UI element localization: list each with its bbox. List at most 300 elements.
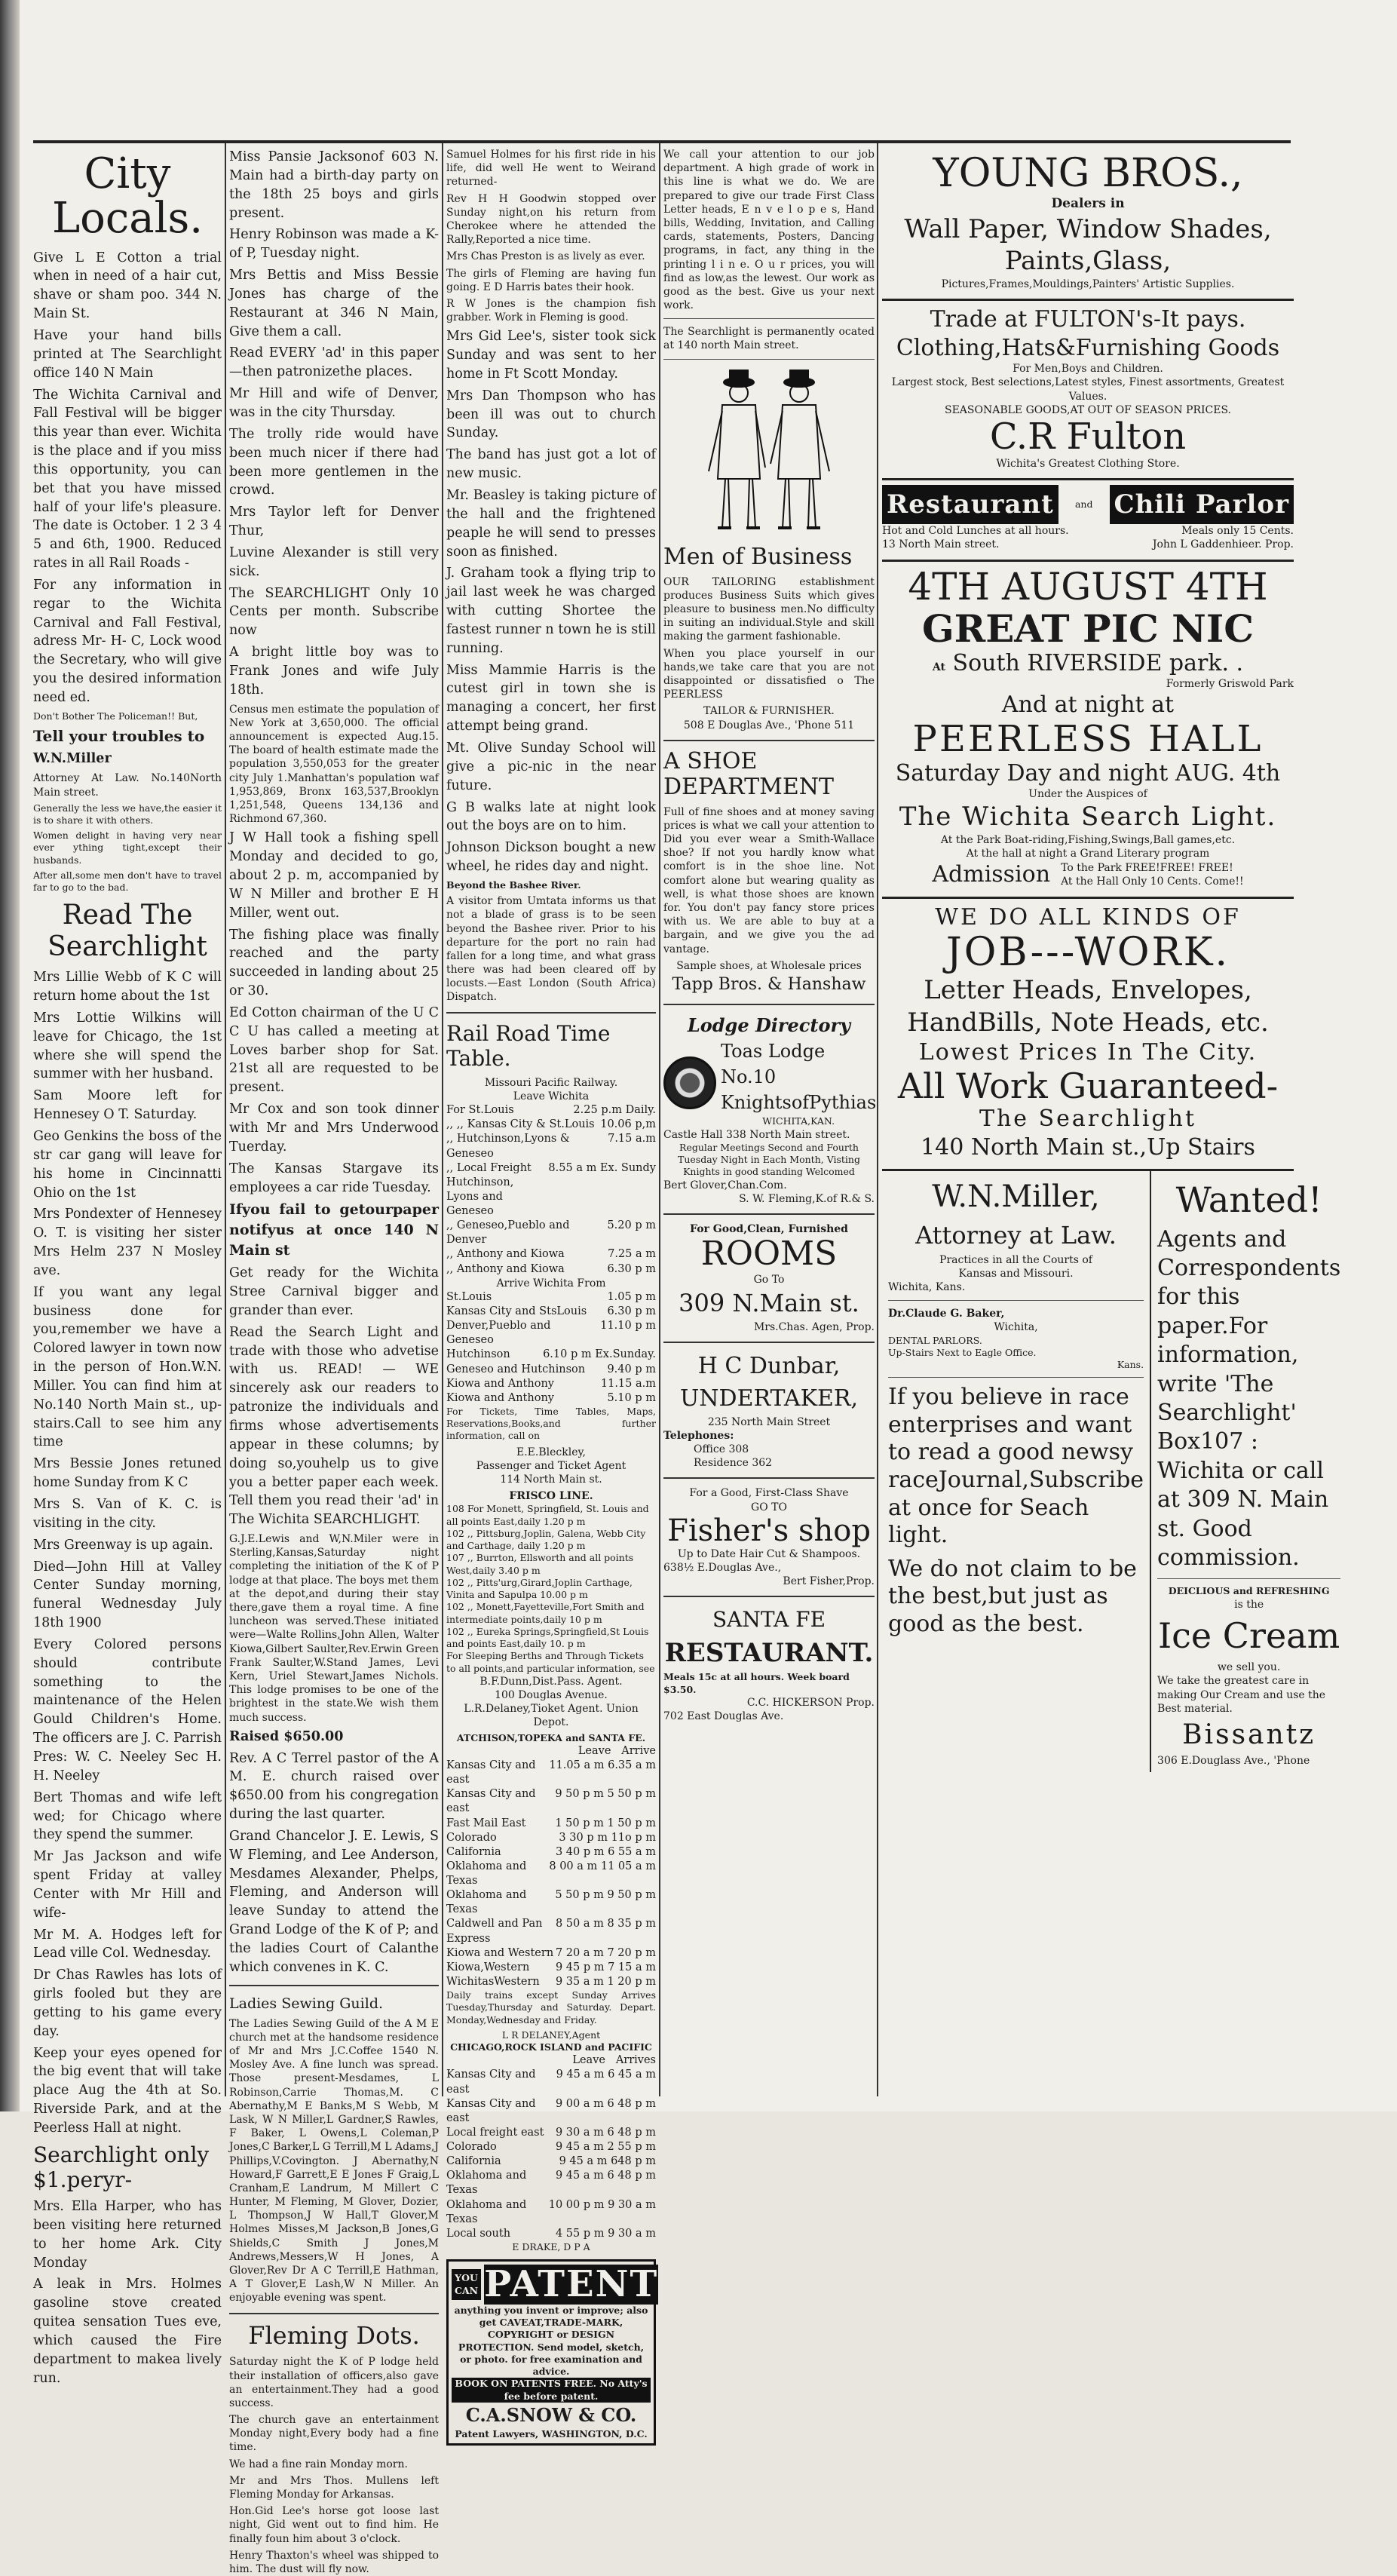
job-work-ad <box>882 899 1294 1172</box>
news-item: Rev H H Goodwin stopped over Sunday night,on his return from Cherokee where he attended the Rally,Reported a nice time. <box>446 192 656 247</box>
subheading: Ladies Sewing Guild. <box>229 1995 384 2012</box>
tailor-address: 508 E Douglas Ave., 'Phone 511 <box>683 719 855 731</box>
picnic-ad <box>882 562 1294 899</box>
news-item: G B walks late at night look out the boys are on to him. <box>446 799 656 834</box>
timetable-route: WichitasWestern <box>446 1975 540 1988</box>
news-item: Mr and Mrs Thos. Mullens left Fleming Monday for Arkansas. <box>229 2474 439 2501</box>
column-city-locals <box>33 148 222 2386</box>
admission-label: Admission <box>932 861 1051 888</box>
timetable-rock-island <box>446 2068 656 2241</box>
picnic-saturday: Saturday Day and night AUG. 4th <box>895 759 1281 787</box>
timetable-row: 107 ,, Burrton, Ellsworth and all points West,daily 3.40 p m <box>446 1552 634 1576</box>
timetable-route: ,, ,, Kansas City & St.Louis <box>446 1118 595 1131</box>
divider <box>663 1004 875 1005</box>
divider <box>663 1213 875 1215</box>
chili-proprietor: John L Gaddenhieer. Prop. <box>1152 538 1294 551</box>
timetable-row <box>446 2068 656 2096</box>
news-item: Rev. A C Terrel pastor of the A M. E. church raised over $650.00 from his congregation during the last quarter. <box>229 1750 439 1823</box>
patent-advertisement <box>446 2259 659 2446</box>
baker-name: Dr.Claude G. Baker, <box>888 1308 1005 1320</box>
timetable-time: 7.15 a.m <box>608 1133 656 1145</box>
agent-name: L R DELANEY,Agent <box>501 2029 601 2041</box>
location-notice: The Searchlight is permanently ocated at 140 north Main street. <box>663 326 875 352</box>
timetable-route: Kansas City and east <box>446 1788 536 1815</box>
timetable-time: 8 50 a m 8 35 p m <box>555 1918 656 1930</box>
news-item: Ed Cotton chairman of the U C C U has called a meeting at Loves barber shop for Sat. 21st all are requested to be present. <box>229 1004 439 1096</box>
restaurant-meals: Meals 15c at all hours. Week board $3.50. <box>663 1671 850 1695</box>
timetable-time: 11.10 p m <box>600 1320 656 1332</box>
timetable-route: ,, Hutchinson,Lyons & Geneseo <box>446 1133 570 1160</box>
bissantz-name: Bissantz <box>1182 1719 1316 1750</box>
local-item: Generally the less we have,the easier it is to share it with others. <box>33 802 222 826</box>
bissantz-address: 306 E.Douglass Ave., 'Phone <box>1157 1754 1310 1767</box>
restaurant-proprietor: C.C. HICKERSON Prop. <box>746 1696 875 1709</box>
news-item: G.J.E.Lewis and W,N.Miler were in Sterling,Kansas,Saturday night completing the initiation of the K of P lodge at that place. The boys met them at the depot,and during their stay there,gave them a royal time. A fine luncheon was served.These initiated were—Walte Rollins,John Allen, Walter Kiowa,Gilbert Saulter,Rev.Erwin Green Frank Saulter,W.Stand James, Levi Kern, Uriel Stewart,James Nichols. This lodge promises to be one of the brightest in the state.We wish them much success. <box>229 1533 439 1724</box>
news-item: Samuel Holmes for his first ride in his life, did well He went to Weirand returned- <box>446 149 656 189</box>
news-item: Read the Search Light and trade with those who advetise with us. READ! — WE sincerely ask our readers to patronize the individuals and firms whose advertisements appear in these columns; by doing so,youhelp us to give you a better paper each week. Tell them you read their 'ad' in The Wichita SEARCHLIGHT. <box>229 1324 439 1528</box>
agent-address: 114 North Main st. <box>500 1474 602 1486</box>
timetable-route: Oklahoma and Texas <box>446 2170 527 2197</box>
fisher-address: 638½ E.Douglas Ave., <box>663 1561 782 1574</box>
news-item: J. Graham took a flying trip to jail last week he was charged with cutting Shortee the fastest runner n town he is still running. <box>446 566 656 656</box>
peerless-hall: PEERLESS HALL <box>912 717 1264 760</box>
news-item: Mt. Olive Sunday School will give a pic-nic in the near future. <box>446 740 656 793</box>
timetable-time: 5.10 p m <box>607 1391 656 1404</box>
picnic-park: South RIVERSIDE park. . <box>952 649 1244 676</box>
local-item: Attorney At Law. No.140North Main street. <box>33 772 222 799</box>
timetable-row <box>446 1377 656 1391</box>
knights-of-pythias-seal-icon <box>663 1056 716 1109</box>
fulton-largest: Largest stock, Best selections,Latest styles, Finest assortments, Greatest Values. <box>891 376 1285 403</box>
news-item: Mrs Bettis and Miss Bessie Jones has charge of the Restaurant at 346 N Main, Give them a call. <box>229 268 439 339</box>
wanted-text: Agents and Correspondents for this paper.For information, write 'The Searchlight' Box107 : Wichita or call at 309 N. Main st. Good commission. <box>1157 1225 1341 1571</box>
local-item: Mr M. A. Hodges left for Lead ville Col. Wednesday. <box>33 1927 222 1961</box>
patent-title: PATENT <box>484 2263 659 2306</box>
col-arrive: Arrives <box>615 2054 656 2067</box>
top-rule <box>33 140 1291 143</box>
timetable-route: Caldwell and Pan Express <box>446 1918 543 1945</box>
timetable-row <box>446 1917 656 1946</box>
timetable-route: Kansas City and east <box>446 2068 536 2096</box>
chili-address: 13 North Main street. <box>882 538 1000 551</box>
timetable-time: 6.30 p m <box>607 1305 656 1317</box>
railway-name: Missouri Pacific Railway. <box>484 1076 618 1089</box>
timetable-row <box>446 1391 656 1406</box>
fulton-ad <box>882 301 1294 480</box>
timetable-time: 8.55 a m Ex. Sundy <box>548 1161 656 1174</box>
news-item: The band has just got a lot of new music. <box>446 447 656 482</box>
local-item: Keep your eyes opened for the big event that will take place Aug the 4th at So. Riverside Park, and at the Peerless Hall at night. <box>33 2045 222 2136</box>
news-item: The Kansas Stargave its employees a car ride Tuesday. <box>229 1161 439 1195</box>
rooms-proprietor: Mrs.Chas. Agen, Prop. <box>753 1321 875 1334</box>
timetable-time: 9 30 a m 6 48 p m <box>555 2126 656 2139</box>
local-item: After all,some men don't have to travel far to go to the bad. <box>33 869 222 894</box>
news-item: Luvine Alexander is still very sick. <box>229 544 439 579</box>
timetable-row <box>446 1831 656 1845</box>
local-item: Dr Chas Rawles has lots of girls fooled but they are getting to his game every day. <box>33 1967 222 2039</box>
fulton-seasonable: SEASONABLE GOODS,AT OUT OF SEASON PRICES. <box>944 403 1231 416</box>
timetable-time: 9 45 p m 7 15 a m <box>555 1961 656 1973</box>
col-leave: Leave <box>572 2054 605 2067</box>
icecream-heading: Ice Cream <box>1158 1615 1340 1656</box>
news-item: Mrs Dan Thompson who has been ill was out to church Sunday. <box>446 388 656 441</box>
icecream-care: We take the greatest care in making Our Cream and use the Best material. <box>1157 1675 1326 1715</box>
timetable-row <box>446 1305 656 1319</box>
tailor-text: When you place yourself in our hands,we take care that you are not disappointed or dissatisfied o The PEERLESS <box>663 647 875 701</box>
restaurant-banner: Restaurant <box>882 485 1058 524</box>
undertaker-title: UNDERTAKER, <box>679 1385 858 1412</box>
timetable-route: Colorado <box>446 2141 497 2153</box>
news-item: Mr Hill and wife of Denver, was in the city Thursday. <box>229 386 439 420</box>
timetable-row <box>446 1817 656 1831</box>
timetable-row <box>446 2140 656 2154</box>
timetable-row: 102 ,, Eureka Springs,Springfield,St Louis and points East,daily 10. p m <box>446 1625 649 1650</box>
tailor-firm: TAILOR & FURNISHER. <box>703 705 835 718</box>
news-item: Mrs Gid Lee's, sister took sick Sunday and was sent to her home in Ft Scott Monday. <box>446 329 656 382</box>
banner-and: and <box>1074 498 1093 510</box>
chili-parlor-ad <box>882 480 1294 562</box>
shoe-dept-heading: A SHOE DEPARTMENT <box>663 747 834 801</box>
local-item: Died—John Hill at Valley Center Sunday morning, funeral Wednesday July 18th 1900 <box>33 1559 222 1631</box>
job-guaranteed: All Work Guaranteed- <box>897 1065 1279 1106</box>
timetable-row <box>446 1975 656 1989</box>
timetable-row: 108 For Monett, Springfield, St. Louis and all points East,daily 1.20 p m <box>446 1503 649 1527</box>
timetable-time: 3 30 p m 11o p m <box>559 1831 656 1844</box>
timetable-route: ,, Geneseo,Pueblo and Denver <box>446 1219 570 1247</box>
timetable-row <box>446 1759 656 1787</box>
timetable-route: Hutchinson <box>446 1348 510 1361</box>
job-lowest: Lowest Prices In The City. <box>918 1039 1258 1066</box>
timetable-row <box>446 1946 656 1961</box>
page-binding-edge <box>0 0 20 2111</box>
news-item: Mr. Beasley is taking picture of the hall and the frightened peaple he will send to presses soon as finished. <box>446 488 656 560</box>
local-item: Mrs Greenway is up again. <box>33 1537 213 1553</box>
timetable-note: For Tickets, Time Tables, Maps, Reservations,Books,and further information, call on <box>446 1405 656 1442</box>
telephone-office: Office 308 <box>694 1443 749 1455</box>
timetable-route: Kansas City and east <box>446 2097 536 2124</box>
lodge-officer: S. W. Fleming,K.of R.& S. <box>739 1192 875 1205</box>
timetable-route: ,, Local Freight Hutchinson, Lyons and Geneseo <box>446 1161 532 1218</box>
timetable-row <box>446 1860 656 1888</box>
timetable-time: 3 40 p m 6 55 a m <box>555 1845 656 1858</box>
lodge-directory-heading: Lodge Directory <box>687 1014 851 1037</box>
timetable-time: 9 50 p m 5 50 p m <box>555 1788 656 1801</box>
agent-name: L.R.Delaney,Tioket Agent. Union Depot. <box>464 1703 639 1729</box>
wanted-heading: Wanted! <box>1175 1179 1322 1221</box>
baker-upstairs: Up-Stairs Next to Eagle Office. <box>888 1346 1037 1358</box>
news-item: J W Hall took a fishing spell Monday and decided to go, about 2 p. m, accompanied by W N Miller and brother E H Miller, went out. <box>229 830 439 921</box>
shoe-text: Sample shoes, at Wholesale prices <box>676 959 862 972</box>
news-item: The fishing place was finally reached and the party succeeded in landing about 25 or 30. <box>229 927 439 999</box>
timetable-row <box>446 1290 656 1305</box>
news-item: A visitor from Umtata informs us that not a blade of grass is to be seen beyond the Bashee river. Prior to his departure for the port no rain had fallen for a long time, and what grass there was had been cleared off by locusts.—East London (South Africa) Dispatch. <box>446 895 656 1004</box>
local-item: Every Colored persons should contribute something to the maintenance of the Helen Gould Children's Home. The officers are J. C. Parrish Pres: W. C. Neeley Sec H. H. Neeley <box>33 1636 222 1783</box>
news-item: Census men estimate the population of New York at 3,650,000. The official announcement is expected Aug.15. The board of health estimate made the population 3,550,053 for the greater city July 1.Manhattan's population waf 1,953,869, Bronx 163,537,Brooklyn 1,251,548, Queens 134,136 and Richmond 67,360. <box>229 703 439 826</box>
timetable-time: 8 00 a m 11 05 a m <box>549 1860 656 1872</box>
news-item: We had a fine rain Monday morn. <box>229 2458 408 2470</box>
divider <box>663 1477 875 1479</box>
news-item: R W Jones is the champion fish grabber. Work in Fleming is good. <box>446 297 656 324</box>
timetable-time: 9 45 a m 648 p m <box>559 2155 656 2168</box>
city-locals-heading: City Locals. <box>51 149 204 243</box>
timetable-note: Daily trains except Sunday Arrives Tuesday,Thursday and Saturday. Depart. Monday,Wednesday and Friday. <box>446 1989 656 2026</box>
admission-park: To the Park FREE!FREE! FREE! <box>1061 861 1233 874</box>
young-bros-line: Wall Paper, Window Shades, <box>904 213 1272 244</box>
claim-text: We do not claim to be the best,but just as good as the best. <box>888 1555 1137 1638</box>
picnic-hall-desc: At the hall at night a Grand Literary program <box>966 847 1210 860</box>
restaurant-address: 702 East Douglas Ave. <box>663 1710 784 1723</box>
local-item: Mr Jas Jackson and wife spent Friday at valley Center with Mr Hill and wife- <box>33 1849 222 1921</box>
timetable-row <box>446 1319 656 1348</box>
timetable-row <box>446 1132 656 1161</box>
picnic-night: And at night at <box>1001 692 1175 719</box>
column-rule <box>659 143 660 2096</box>
local-item: Mrs Lillie Webb of K C will return home about the 1st <box>33 970 222 1004</box>
timetable-row: 102 ,, Monett,Fayetteville,Fort Smith and intermediate points,daily 10 p m <box>446 1601 645 1625</box>
picnic-title: GREAT PIC NIC <box>921 606 1255 651</box>
timetable-heading: Rail Road Time Table. <box>446 1020 611 1072</box>
young-bros-dealers: Dealers in <box>1051 196 1125 212</box>
news-item: Johnson Dickson bought a new wheel, he rides day and night. <box>446 840 656 875</box>
icecream-is-the: is the <box>1234 1598 1264 1611</box>
news-item: A bright little boy was to Frank Jones and wife July 18th. <box>229 645 439 698</box>
timetable-time: 4 55 p m 9 30 a m <box>555 2227 656 2240</box>
section-label: Leave Wichita <box>513 1090 590 1102</box>
fulton-clothing: Clothing,Hats&Furnishing Goods <box>896 334 1280 361</box>
local-item: Mrs Lottie Wilkins will leave for Chicago, the 1st where she will spend the summer with her husband. <box>33 1010 222 1082</box>
timetable-row <box>446 1219 656 1247</box>
divider <box>663 1596 875 1597</box>
undertaker-name: H C Dunbar, <box>697 1353 841 1380</box>
rooms-go: Go To <box>753 1273 785 1286</box>
timetable-route: St.Louis <box>446 1290 492 1303</box>
timetable-route: Oklahoma and Texas <box>446 1889 527 1916</box>
telephone-residence: Residence 362 <box>694 1457 773 1470</box>
news-item: Mrs Chas Preston is as lively as ever. <box>446 250 645 263</box>
divider <box>663 318 875 319</box>
timetable-time: 11.15 a.m <box>600 1377 656 1390</box>
fulton-for-men: For Men,Boys and Children. <box>1013 363 1163 376</box>
undertaker-address: 235 North Main Street <box>707 1415 831 1428</box>
news-item: The girls of Fleming are having fun going. E D Harris bates their hook. <box>446 267 656 293</box>
railway-name: FRISCO LINE. <box>509 1490 593 1503</box>
rooms-pre: For Good,Clean, Furnished <box>690 1223 848 1236</box>
baker-state: Kans. <box>1117 1359 1144 1371</box>
timetable-row <box>446 2227 656 2241</box>
timetable-frisco <box>446 1503 656 1675</box>
timetable-time: 11.05 a m 6.35 a m <box>549 1759 656 1771</box>
job-we-do: WE DO ALL KINDS OF <box>935 903 1241 931</box>
timetable-row <box>446 1961 656 1975</box>
timetable-route: Kiowa and Western <box>446 1946 554 1959</box>
divider <box>663 740 875 741</box>
job-searchlight: The Searchlight <box>979 1106 1197 1133</box>
picnic-auspices: Under the Auspices of <box>1028 788 1147 801</box>
news-item: Henry Robinson was made a K-of P, Tuesday night. <box>229 227 439 262</box>
timetable-row <box>446 1262 656 1277</box>
miller-city: Wichita, Kans. <box>888 1280 966 1293</box>
timetable-row <box>446 1845 656 1860</box>
timetable-route: California <box>446 1845 501 1858</box>
section-label: Arrive Wichita From <box>496 1277 606 1290</box>
timetable-row: 102 ,, Pittsburg,Joplin, Galena, Webb City and Carthage, daily 1.20 p m <box>446 1527 646 1552</box>
miller-title: Attorney at Law. <box>915 1221 1117 1250</box>
rooms-heading: ROOMS <box>700 1234 838 1274</box>
miller-name: W.N.Miller, <box>932 1179 1100 1215</box>
lodge-order: KnightsofPythias <box>721 1092 877 1114</box>
local-item: The Wichita Carnival and Fall Festival will be bigger this year than ever. Wichita is the place and if you miss this opportunity, you can bet that you have missed half of your life's pleasure. The date is October. 1 2 3 4 5 and 6th, 1900. Reduced rates in all Rail Roads - <box>33 387 222 572</box>
timetable-row <box>446 2154 656 2169</box>
timetable-time: 1.05 p m <box>607 1290 656 1303</box>
picnic-park-desc: At the Park Boat-riding,Fishing,Swings,Ball games,etc. <box>940 833 1236 846</box>
young-bros-name: YOUNG BROS., <box>933 151 1243 196</box>
column-rule <box>442 143 443 2096</box>
timetable-time: 10 00 p m 9 30 a m <box>548 2198 656 2211</box>
timetable-time: 9.40 p m <box>607 1363 656 1375</box>
timetable-route: Oklahoma and Texas <box>446 2198 527 2225</box>
timetable-row <box>446 1348 656 1362</box>
timetable-atchison <box>446 1759 656 1989</box>
lodge-hall: Castle Hall 338 North Main street. <box>663 1128 850 1141</box>
fisher-proprietor: Bert Fisher,Prop. <box>783 1575 875 1588</box>
icecream-pre: DEICLIOUS and REFRESHING <box>1168 1585 1330 1597</box>
news-item: The church gave an entertainment Monday night,Every body had a fine time. <box>229 2414 439 2454</box>
timetable-header <box>446 2053 656 2068</box>
patent-text: Patent Lawyers, WASHINGTON, D.C. <box>455 2428 648 2440</box>
local-item: Tell your troubles to <box>33 727 205 746</box>
young-bros-line: Paints,Glass, <box>1004 246 1172 277</box>
agent-name: E.E.Bleckley, <box>516 1446 586 1458</box>
lodge-name: Toas Lodge No.10 <box>721 1041 826 1088</box>
left-ad-stack <box>882 1171 1150 1772</box>
timetable-row <box>446 2097 656 2126</box>
column-business-ads <box>663 148 875 2093</box>
baker-dental: DENTAL PARLORS. <box>888 1334 982 1346</box>
santa-fe-heading: SANTA FE <box>712 1607 826 1633</box>
fisher-shop-heading: Fisher's shop <box>667 1513 871 1548</box>
timetable-time: 6.30 p m <box>607 1262 656 1275</box>
miller-states: Kansas and Missouri. <box>958 1267 1074 1280</box>
timetable-row <box>446 1161 656 1219</box>
timetable-time: 1 50 p m 1 50 p m <box>555 1817 656 1829</box>
shave-go: GO TO <box>751 1501 787 1513</box>
patent-text: BOOK ON PATENTS FREE. No Atty's fee before patent. <box>452 2378 651 2403</box>
subscribe-appeal: If you believe in race enterprises and want to read a good newsy raceJournal,Subscribe at once for Seach light. <box>888 1384 1144 1549</box>
timetable-route: ,, Anthony and Kiowa <box>446 1262 565 1275</box>
subscription-price-heading: Searchlight only $1.peryr- <box>33 2142 210 2193</box>
divider <box>888 1377 1144 1378</box>
divider <box>663 1342 875 1343</box>
timetable-time: 9 35 a m 1 20 p m <box>555 1975 656 1988</box>
agent-address: 100 Douglas Avenue. <box>495 1689 608 1702</box>
local-item: If you want any legal business done for you,remember we have a Colored lawyer in town now in the person of Hon.W.N. Miller. You can find him at No.140 North Main st., up-stairs.Call to see him any time <box>33 1284 222 1450</box>
railway-name: ATCHISON,TOPEKA and SANTA FE. <box>456 1731 646 1743</box>
timetable-row <box>446 1118 656 1132</box>
timetable-time: 9 45 a m 6 48 p m <box>555 2170 656 2182</box>
news-item: Miss Pansie Jacksonof 603 N. Main had a birth-day party on the 18th 25 boys and girls present. <box>229 149 439 221</box>
timetable-row <box>446 1363 656 1377</box>
timetable-row <box>446 1888 656 1917</box>
patent-firm: C.A.SNOW & CO. <box>465 2403 637 2426</box>
timetable-time: 9 45 a m 6 45 a m <box>556 2068 656 2081</box>
local-item: Mrs Pondexter of Hennesey O. T. is visiting her sister Mrs Helm 237 N Mosley ave. <box>33 1207 222 1278</box>
timetable-arrive <box>446 1290 656 1406</box>
timetable-time: 2.25 p.m Daily. <box>573 1104 656 1117</box>
timetable-time: 5.20 p m <box>607 1219 656 1232</box>
news-item: Mrs Taylor left for Denver Thur, <box>229 504 439 539</box>
timetable-time: 9 00 a m 6 48 p m <box>555 2097 656 2110</box>
lodge-meetings: Regular Meetings Second and Fourth Tuesday Night in Each Month, Visting Knights in good standing Welcomed <box>678 1141 860 1178</box>
local-item: Bert Thomas and wife left wed; for Chicago where they spend the summer. <box>33 1789 222 1843</box>
local-item: For any information in regar to the Wichita Carnival and Fall Festival, adress Mr- H- C, Lock wood the Secretary, who will give you the desired information need ed. <box>33 577 222 705</box>
local-item: Mrs S. Van of K. C. is visiting in the city. <box>33 1497 222 1531</box>
timetable-route: For St.Louis <box>446 1104 514 1117</box>
patent-you-can: YOU CAN <box>452 2269 481 2300</box>
news-item: The trolly ride would have been much nicer if there had been more gentlemen in the crowd. <box>229 426 439 498</box>
job-address: 140 North Main st.,Up Stairs <box>921 1133 1255 1161</box>
read-searchlight-heading: Read The Searchlight <box>47 900 207 962</box>
divider <box>1157 1578 1340 1579</box>
timetable-row <box>446 1247 656 1262</box>
news-item: Mr Cox and son took dinner with Mr and Mrs Underwood Tuerday. <box>229 1102 439 1155</box>
timetable-route: ,, Anthony and Kiowa <box>446 1248 565 1261</box>
fulton-trade: Trade at FULTON's-It pays. <box>930 306 1246 333</box>
timetable-time: 5 50 p m 9 50 p m <box>555 1889 656 1902</box>
local-item: Sam Moore left for Hennesey O T. Saturday. <box>33 1088 222 1123</box>
timetable-row <box>446 2126 656 2140</box>
shave-pre: For a Good, First-Class Shave <box>689 1487 849 1500</box>
divider <box>229 2313 439 2314</box>
news-item: Saturday night the K of P lodge held their installation of officers,also gave an entertainment.They had a good success. <box>229 2356 439 2409</box>
timetable-time: 10.06 p,m <box>600 1118 656 1131</box>
subheading: Raised $650.00 <box>229 1728 344 1744</box>
railway-name: CHICAGO,ROCK ISLAND and PACIFIC <box>450 2041 652 2053</box>
notice-item: Ifyou fail to getourpaper notifyus at once 140 N Main st <box>229 1201 439 1259</box>
timetable-row <box>446 1103 656 1118</box>
admission-hall: At the Hall Only 10 Cents. Come!! <box>1061 875 1244 888</box>
timetable-route: California <box>446 2155 501 2168</box>
chili-hot: Hot and Cold Lunches at all hours. <box>882 525 1069 538</box>
picnic-at: At <box>932 661 945 673</box>
picnic-formerly: Formerly Griswold Park <box>1166 678 1294 691</box>
local-item: Geo Genkins the boss of the str car gang will leave for his home in Cincinnatti Ohio on the 1st <box>33 1128 222 1201</box>
timetable-time: 7 20 a m 7 20 p m <box>555 1946 656 1959</box>
right-ad-stack <box>1150 1171 1346 1772</box>
timetable-route: Kiowa,Western <box>446 1961 530 1973</box>
two-gentlemen-illustration <box>686 366 852 539</box>
restaurant-heading: RESTAURANT. <box>664 1638 874 1669</box>
local-item: Don't Bother The Policeman!! But, <box>33 710 198 722</box>
news-item: Grand Chancelor J. E. Lewis, S W Fleming, and Lee Anderson, Mesdames Alexander, Phelps, Fleming, and Anderson will leave Sunday to attend the Grand Lodge of the K of P; and the ladies Court of Calanthe which convenes in K. C. <box>229 1828 439 1975</box>
timetable-header <box>446 1744 656 1759</box>
news-item: Get ready for the Wichita Stree Carnival bigger and grander than ever. <box>229 1265 439 1318</box>
col-leave: Leave <box>577 1744 611 1757</box>
agent-title: Passenger and Ticket Agent <box>476 1459 627 1472</box>
miller-practices: Practices in all the Courts of <box>939 1253 1092 1266</box>
subheading: Beyond the Bashee River. <box>446 879 581 891</box>
news-item: Read EVERY 'ad' in this paper —then patronizethe places. <box>229 345 439 380</box>
news-item: Hon.Gid Lee's horse got loose last night, Gid went out to find him. He finally foun him about 3 o'clock. <box>229 2505 439 2545</box>
column-personals <box>229 148 439 2575</box>
local-item: W.N.Miller <box>33 751 112 767</box>
timetable-route: Kiowa and Anthony <box>446 1391 554 1404</box>
picnic-date: 4TH AUGUST 4TH <box>908 564 1268 609</box>
local-item: Mrs Bessie Jones retuned home Sunday from K C <box>33 1456 222 1491</box>
timetable-route: Local freight east <box>446 2126 544 2139</box>
news-item: The Ladies Sewing Guild of the A M E church met at the handsome residence of Mr and Mrs J.C.Coffee 1540 N. Mosley Ave. A fine lunch was spread. Those present-Mesdames, L Robinson,Carrie Thomas,M. C Abernathy,M E Banks,M S Webb, M Lask, W N Miller,L Gardner,S Rawles, F Baker, L Owens,L Coleman,P Jones,C Barker,L G Terrill,M L Adams,J Phillips,V.Covington. J Abernathy,N Howard,F Garrett,E E Jones F Graig,L Cranham,E Landrum, M Millert C Hunter, M Fleming, M Glover, Dozier, L Thompson,J W Hall,T Glover,M Holmes Misses,M Jackson,B Jones,G Shields,C Smith J Jones,M Andrews,Messers,W H Jones, A Glover,Rev Dr A C Terrill,E Hathman, A T Glover,E Lash,W N Miller. An enjoyable evening was spent. <box>229 2017 439 2305</box>
young-bros-line: Pictures,Frames,Mouldings,Painters' Artistic Supplies. <box>941 278 1235 290</box>
timetable-row <box>446 2169 656 2197</box>
